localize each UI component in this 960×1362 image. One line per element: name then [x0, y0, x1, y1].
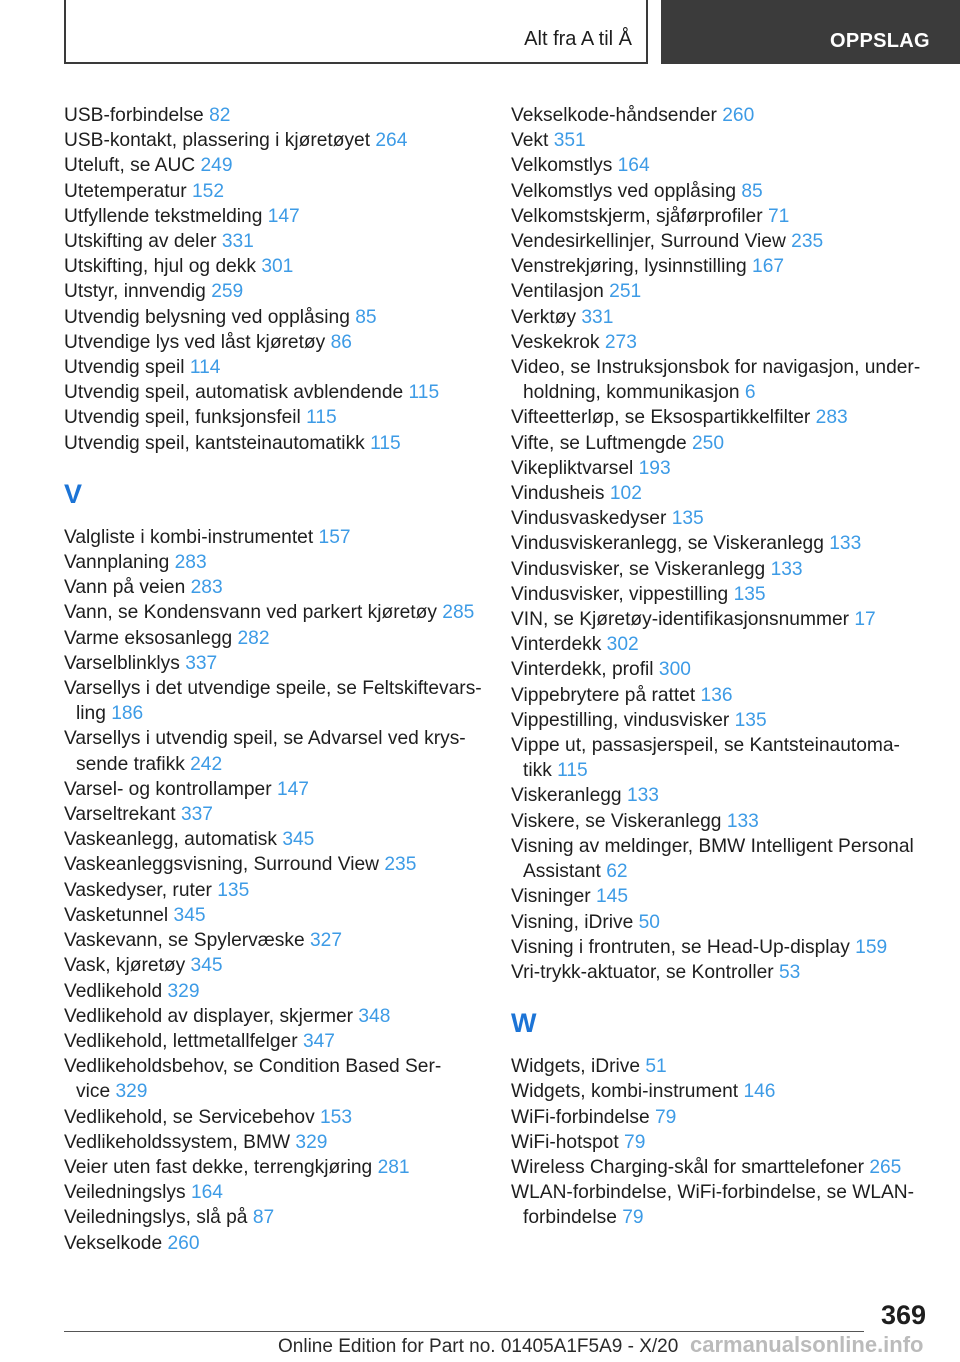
- index-entry: [511, 1079, 931, 1104]
- index-entry: [511, 531, 931, 556]
- index-entry: [511, 456, 931, 481]
- index-entry: [511, 632, 931, 657]
- page-link[interactable]: 250: [692, 432, 725, 454]
- page-link[interactable]: 249: [200, 155, 233, 177]
- index-entry-text: Valgliste i kombi-instrumentet: [64, 526, 314, 548]
- page-link[interactable]: 135: [217, 879, 250, 901]
- index-entry-text: Vedlikeholdsbehov, se Condition Based Ser-: [64, 1056, 442, 1078]
- index-entry-text: ling: [76, 703, 106, 725]
- index-entry-text: Utskifting av deler: [64, 231, 217, 253]
- index-entry-text: Vindusvisker, se Viskeranlegg: [511, 558, 766, 580]
- page-link[interactable]: 50: [638, 911, 660, 933]
- index-entry-text: Velkomstlys ved opplåsing: [511, 180, 737, 202]
- page-link[interactable]: 337: [185, 652, 218, 674]
- index-entry-text: WLAN-forbindelse, WiFi-forbindelse, se WLAN-: [511, 1182, 915, 1204]
- page-link[interactable]: 347: [302, 1030, 335, 1052]
- index-entry: [64, 380, 494, 405]
- page-link[interactable]: 235: [384, 854, 417, 876]
- page-link[interactable]: 133: [726, 810, 759, 832]
- index-entry-text: Vri-trykk-aktuator, se Kontroller: [511, 961, 774, 983]
- index-entry: [64, 726, 494, 776]
- index-entry: [511, 582, 931, 607]
- index-entry-text: Vasketunnel: [64, 904, 169, 926]
- index-entry-text: Velkomstskjerm, sjåførprofiler: [511, 205, 763, 227]
- index-entry-text: Veskekrok: [511, 331, 600, 353]
- index-column-right: [511, 103, 931, 1231]
- index-entry-text: WiFi-forbindelse: [511, 1106, 650, 1128]
- index-entry: [64, 1054, 494, 1104]
- index-entry: [64, 550, 494, 575]
- index-entry-text: Vaskeanlegg, automatisk: [64, 829, 277, 851]
- index-entry: [511, 834, 931, 884]
- index-entry-text: Velkomstlys: [511, 155, 613, 177]
- page-link[interactable]: 133: [626, 785, 659, 807]
- index-entry: [511, 1155, 931, 1180]
- index-entry-text: Utetemperatur: [64, 180, 187, 202]
- index-entry: [511, 506, 931, 531]
- index-entry-text: Vikepliktvarsel: [511, 457, 634, 479]
- index-entry: [64, 179, 494, 204]
- section-title: Alt fra A til Å: [524, 28, 632, 50]
- index-entry-text: Vifte, se Luftmengde: [511, 432, 687, 454]
- index-entry-text: Varsellys i det utvendige speile, se Feltskiftevars-: [64, 678, 482, 700]
- watermark: carmanualsonline.info: [690, 1332, 924, 1357]
- page-link[interactable]: 17: [854, 609, 876, 631]
- index-entry: [64, 330, 494, 355]
- index-entry: [511, 1180, 931, 1230]
- index-entry: [511, 103, 931, 128]
- index-entry: [64, 651, 494, 676]
- index-entry: [511, 481, 931, 506]
- index-entry: [511, 305, 931, 330]
- index-entry-text: Ventilasjon: [511, 281, 604, 303]
- index-entry-text: Vindusvaskedyser: [511, 508, 667, 530]
- page-link[interactable]: 259: [211, 281, 244, 303]
- index-entry-text: Vekt: [511, 130, 549, 152]
- index-entry-text: Vedlikehold, lettmetallfelger: [64, 1030, 298, 1052]
- index-entry-text: USB-forbindelse: [64, 105, 204, 126]
- index-entry: [511, 809, 931, 834]
- index-entry-text: Vinterdekk, profil: [511, 659, 654, 681]
- header-tab-label: OPPSLAG: [830, 30, 930, 52]
- index-entry: [511, 153, 931, 178]
- page-link[interactable]: 133: [770, 558, 803, 580]
- page-link[interactable]: 53: [779, 961, 801, 983]
- page-link[interactable]: 264: [375, 130, 408, 152]
- index-entry-text: Varselblinklys: [64, 652, 180, 674]
- index-entry: [64, 279, 494, 304]
- index-entry-text: Varme eksosanlegg: [64, 627, 233, 649]
- index-entry: [64, 626, 494, 651]
- index-entry: [64, 355, 494, 380]
- index-entry: [64, 777, 494, 802]
- index-entry-text: Viskere, se Viskeranlegg: [511, 810, 722, 832]
- index-entry: [511, 254, 931, 279]
- index-entry: [64, 1155, 494, 1180]
- index-entry-text: Vedlikehold av displayer, skjermer: [64, 1005, 354, 1027]
- index-entry-text: Vannplaning: [64, 552, 170, 574]
- page-link[interactable]: 164: [190, 1182, 223, 1204]
- page-link[interactable]: 133: [829, 533, 862, 555]
- index-entry-text: Vippe ut, passasjerspeil, se Kantsteinautoma-: [511, 735, 900, 757]
- index-entry: [511, 733, 931, 783]
- index-entry: [511, 657, 931, 682]
- page-link[interactable]: 135: [671, 508, 704, 530]
- page-link[interactable]: 147: [276, 778, 309, 800]
- page-link[interactable]: 337: [180, 804, 213, 826]
- index-letter-heading: V: [64, 478, 83, 509]
- page-link[interactable]: 331: [221, 231, 254, 253]
- index-entry: [64, 525, 494, 550]
- index-entry: [64, 979, 494, 1004]
- index-entry-text: Vinterdekk: [511, 634, 602, 656]
- page-link[interactable]: 79: [654, 1106, 677, 1128]
- index-entry: [511, 330, 931, 355]
- index-entry: [511, 935, 931, 960]
- header-tab-oppslag[interactable]: [661, 0, 960, 64]
- index-entry: [64, 1231, 494, 1256]
- index-entry: [64, 903, 494, 928]
- index-entry: [511, 557, 931, 582]
- index-entry-text: Varseltrekant: [64, 804, 176, 826]
- index-entry: [511, 884, 931, 909]
- page-link[interactable]: 71: [767, 205, 790, 227]
- index-entry-text: Uteluft, se AUC: [64, 155, 196, 177]
- page-link[interactable]: 285: [442, 602, 475, 624]
- index-entry: [511, 431, 931, 456]
- page-link[interactable]: 62: [606, 861, 628, 883]
- index-entry: [64, 1180, 494, 1205]
- index-entry: [64, 1130, 494, 1155]
- index-entry: [64, 204, 494, 229]
- page-link[interactable]: 115: [370, 432, 401, 454]
- index-entry-text: VIN, se Kjøretøy-identifikasjonsnummer: [511, 609, 850, 631]
- page-link[interactable]: 6: [744, 382, 756, 404]
- index-entry-text: Visning, iDrive: [511, 911, 634, 933]
- index-entry-text: Utvendig speil, automatisk avblendende: [64, 382, 404, 404]
- index-entry-text: Veiledningslys: [64, 1182, 186, 1204]
- index-entry: [64, 676, 494, 726]
- page-link[interactable]: 85: [355, 306, 377, 328]
- index-entry-text: Vann på veien: [64, 577, 186, 599]
- index-column-left: [64, 103, 494, 1256]
- index-entry: [64, 928, 494, 953]
- index-entry: [511, 607, 931, 632]
- index-entry-text: Varsel- og kontrollamper: [64, 778, 272, 800]
- index-entry: [64, 953, 494, 978]
- footer-edition: Online Edition for Part no. 01405A1F5A9 - X/20: [278, 1336, 679, 1357]
- index-entry-text: Vedlikehold: [64, 980, 163, 1002]
- page-link[interactable]: 301: [261, 256, 294, 278]
- index-entry-text: vice: [76, 1081, 111, 1103]
- index-entry-text: Varsellys i utvendig speil, se Advarsel ved krys-: [64, 728, 466, 750]
- index-entry-text: Vindusvisker, vippestilling: [511, 583, 729, 605]
- index-entry-text: Widgets, kombi-instrument: [511, 1081, 739, 1103]
- page-link[interactable]: 260: [722, 105, 755, 126]
- index-entry-text: Visninger: [511, 886, 591, 908]
- index-entry-text: Vippestilling, vindusvisker: [511, 709, 730, 731]
- index-entry-text: Utvendig belysning ved opplåsing: [64, 306, 350, 328]
- index-entry: [64, 1004, 494, 1029]
- index-entry-text: Utvendig speil, kantsteinautomatikk: [64, 432, 365, 454]
- page-link[interactable]: 186: [111, 703, 144, 725]
- index-entry: [64, 852, 494, 877]
- index-entry: [511, 355, 931, 405]
- index-entry-text: Widgets, iDrive: [511, 1056, 641, 1078]
- page-link[interactable]: 329: [115, 1081, 148, 1103]
- index-entry-text: forbindelse: [523, 1207, 617, 1229]
- page-link[interactable]: 273: [604, 331, 637, 353]
- page-link[interactable]: 265: [869, 1156, 902, 1178]
- page-link[interactable]: 345: [173, 904, 206, 926]
- index-entry-text: Venstrekjøring, lysinnstilling: [511, 256, 747, 278]
- page-link[interactable]: 114: [189, 357, 221, 379]
- page-link[interactable]: 327: [310, 930, 343, 952]
- page-link[interactable]: 302: [606, 634, 639, 656]
- index-entry: [64, 878, 494, 903]
- page-link[interactable]: 345: [190, 955, 223, 977]
- index-entry: [64, 305, 494, 330]
- index-entry-text: Utvendige lys ved låst kjøretøy: [64, 331, 326, 353]
- page-link[interactable]: 242: [190, 753, 223, 775]
- index-entry-text: Visning i frontruten, se Head-Up-display: [511, 936, 850, 958]
- index-entry-text: WiFi-hotspot: [511, 1131, 619, 1153]
- index-entry: [511, 1054, 931, 1079]
- page-link[interactable]: 51: [645, 1056, 667, 1078]
- index-entry: [511, 179, 931, 204]
- page-link[interactable]: 115: [408, 382, 440, 404]
- index-entry-text: Vippebrytere på rattet: [511, 684, 696, 706]
- index-entry: [511, 708, 931, 733]
- index-entry-text: Vask, kjøretøy: [64, 955, 186, 977]
- page-link[interactable]: 79: [624, 1131, 646, 1153]
- index-entry: [511, 1130, 931, 1155]
- index-entry-text: Vindusheis: [511, 483, 605, 505]
- index-entry: [64, 103, 494, 128]
- page-link[interactable]: 145: [596, 886, 629, 908]
- page-link[interactable]: 281: [377, 1156, 410, 1178]
- index-entry-text: Verktøy: [511, 306, 577, 328]
- page-link[interactable]: 351: [553, 130, 586, 152]
- page-number: 369: [880, 1300, 926, 1330]
- page-link[interactable]: 329: [167, 980, 200, 1002]
- page-link[interactable]: 86: [330, 331, 352, 353]
- index-entry-text: Vifteetterløp, se Eksospartikkelfilter: [511, 407, 811, 429]
- page-link[interactable]: 115: [557, 760, 588, 782]
- index-entry: [511, 229, 931, 254]
- page-link[interactable]: 251: [609, 281, 642, 303]
- index-entry: [64, 229, 494, 254]
- page-link[interactable]: 159: [855, 936, 888, 958]
- index-entry: [511, 910, 931, 935]
- page-link[interactable]: 164: [617, 155, 650, 177]
- index-entry: [511, 783, 931, 808]
- index-entry: [64, 153, 494, 178]
- page-link[interactable]: 85: [741, 180, 763, 202]
- header-title-box: [64, 0, 648, 64]
- index-entry-text: Vedlikehold, se Servicebehov: [64, 1106, 315, 1128]
- page-link[interactable]: 282: [237, 627, 270, 649]
- index-entry: [511, 279, 931, 304]
- index-entry-text: Vekselkode: [64, 1232, 163, 1254]
- index-entry-text: USB-kontakt, plassering i kjøretøyet: [64, 130, 371, 152]
- index-entry-text: Utfyllende tekstmelding: [64, 205, 263, 227]
- index-entry-text: Vendesirkellinjer, Surround View: [511, 231, 786, 253]
- page-link[interactable]: 235: [791, 231, 824, 253]
- index-entry-text: Veiledningslys, slå på: [64, 1207, 248, 1229]
- index-entry-text: Wireless Charging-skål for smarttelefoner: [511, 1156, 864, 1178]
- page-link[interactable]: 345: [282, 829, 315, 851]
- page-link[interactable]: 283: [174, 552, 207, 574]
- index-entry: [64, 431, 494, 456]
- page-link[interactable]: 136: [700, 684, 733, 706]
- index-entry: [64, 575, 494, 600]
- page-link[interactable]: 79: [622, 1207, 644, 1229]
- page-link[interactable]: 102: [609, 483, 642, 505]
- page-link[interactable]: 87: [252, 1207, 275, 1229]
- index-entry: [511, 1105, 931, 1130]
- index-entry: [64, 405, 494, 430]
- index-entry-text: Vaskedyser, ruter: [64, 879, 212, 901]
- index-entry: [64, 802, 494, 827]
- page-link[interactable]: 146: [743, 1081, 776, 1103]
- page-link[interactable]: 82: [209, 105, 231, 126]
- index-entry: [64, 600, 494, 625]
- index-entry: [64, 128, 494, 153]
- page-link[interactable]: 283: [815, 407, 848, 429]
- index-entry-text: Veier uten fast dekke, terrengkjøring: [64, 1156, 373, 1178]
- index-entry: [511, 960, 931, 985]
- page-link[interactable]: 153: [320, 1106, 353, 1128]
- page-link[interactable]: 167: [752, 256, 785, 278]
- page-link[interactable]: 331: [581, 306, 614, 328]
- index-entry-text: sende trafikk: [76, 753, 185, 775]
- index-entry-text: Vaskeanleggsvisning, Surround View: [64, 854, 380, 876]
- index-entry: [64, 1205, 494, 1230]
- page-link[interactable]: 152: [191, 180, 224, 202]
- index-entry-text: Utstyr, innvendig: [64, 281, 206, 303]
- index-entry: [511, 128, 931, 153]
- index-entry-text: Assistant: [523, 861, 601, 883]
- index-entry-text: Utvendig speil, funksjonsfeil: [64, 407, 301, 429]
- index-entry: [64, 827, 494, 852]
- index-entry-text: tikk: [523, 760, 552, 782]
- index-entry: [511, 683, 931, 708]
- page-link[interactable]: 348: [358, 1005, 391, 1027]
- index-entry-text: Vedlikeholdssystem, BMW: [64, 1131, 291, 1153]
- page-link[interactable]: 300: [658, 659, 691, 681]
- page-link[interactable]: 283: [190, 577, 223, 599]
- index-entry-text: Vaskevann, se Spylervæske: [64, 930, 305, 952]
- index-entry-text: Utskifting, hjul og dekk: [64, 256, 256, 278]
- page-link[interactable]: 260: [167, 1232, 200, 1254]
- index-entry-text: Utvendig speil: [64, 357, 185, 379]
- page-link[interactable]: 157: [318, 526, 351, 548]
- index-entry-text: Video, se Instruksjonsbok for navigasjon, under-: [511, 357, 921, 379]
- page-link[interactable]: 135: [734, 709, 767, 731]
- page-link[interactable]: 115: [306, 407, 337, 429]
- index-entry: [64, 1105, 494, 1130]
- page-link[interactable]: 147: [267, 205, 300, 227]
- index-entry-text: Vann, se Kondensvann ved parkert kjøretøy: [64, 602, 437, 624]
- index-entry: [64, 1029, 494, 1054]
- index-entry-text: Vindusviskeranlegg, se Viskeranlegg: [511, 533, 824, 555]
- page-link[interactable]: 193: [638, 457, 671, 479]
- index-entry-text: Vekselkode-håndsender: [511, 105, 717, 126]
- index-entry: [64, 254, 494, 279]
- index-entry-text: Visning av meldinger, BMW Intelligent Personal: [511, 835, 914, 857]
- page-link[interactable]: 135: [733, 583, 766, 605]
- index-entry-text: Viskeranlegg: [511, 785, 622, 807]
- index-letter-heading: W: [511, 1008, 537, 1039]
- index-entry-text: holdning, kommunikasjon: [523, 382, 740, 404]
- page-link[interactable]: 329: [295, 1131, 328, 1153]
- index-entry: [511, 405, 931, 430]
- index-entry: [511, 204, 931, 229]
